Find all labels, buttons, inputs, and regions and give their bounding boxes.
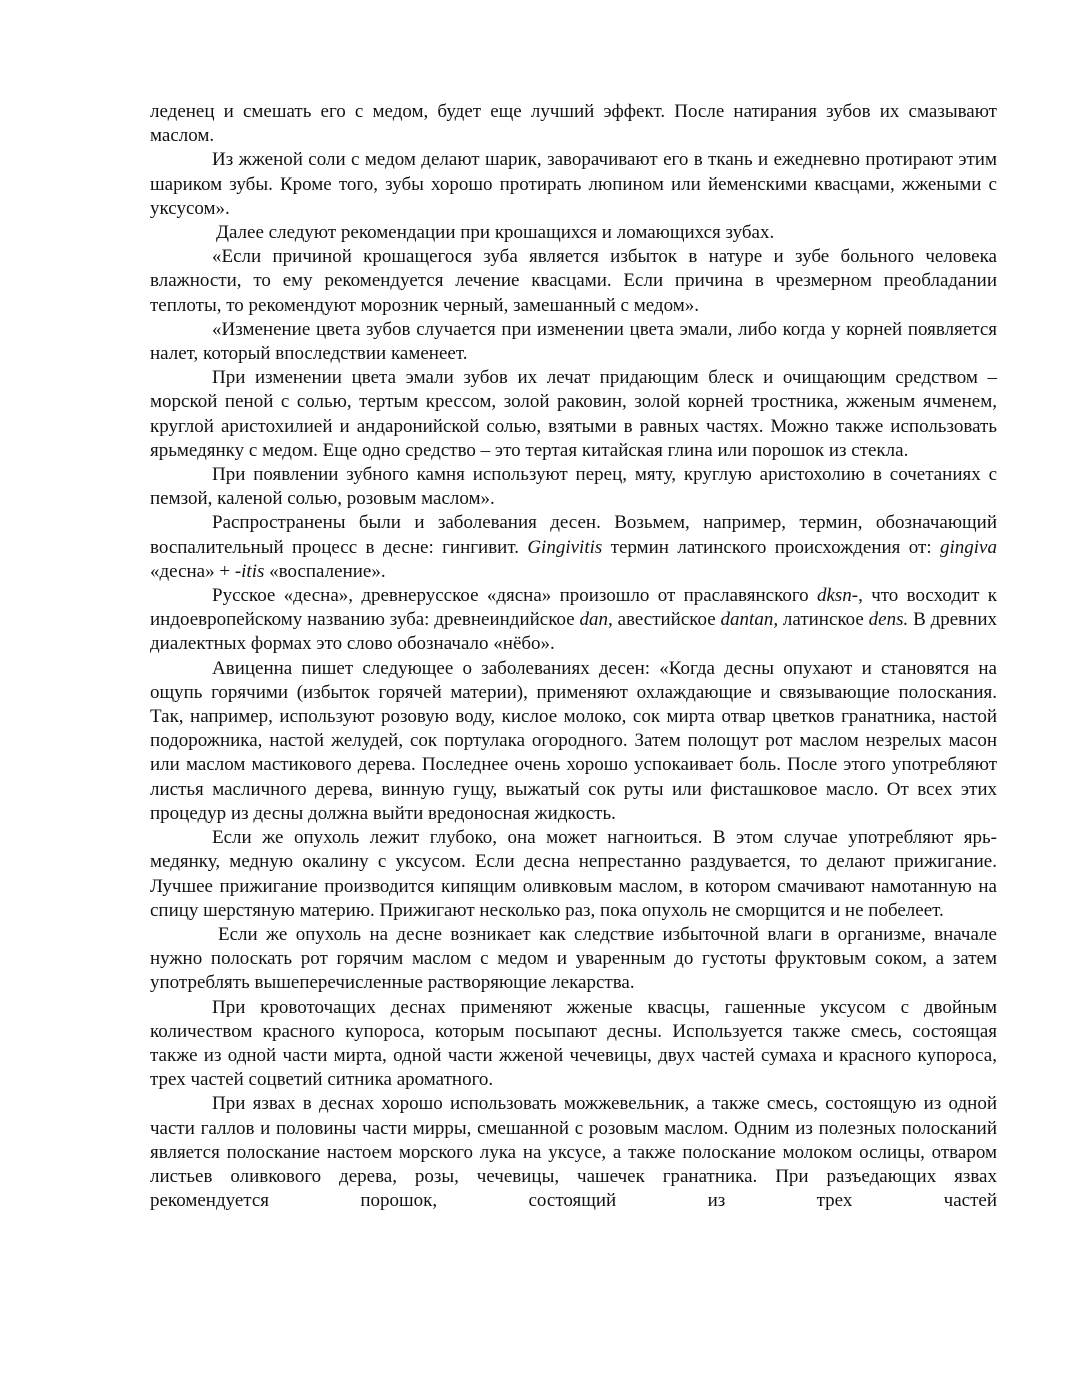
text-span: «десна» + - — [150, 560, 242, 582]
document-page — [150, 100, 997, 1213]
latin-term: gingiva — [940, 536, 997, 558]
paragraph: Авиценна пишет следующее о заболеваниях десен: «Когда десны опухают и становятся на ощупь горячими (избыток горячей материи), применяют охлаждающие и связывающие полоскания. Так, например, используют розовую воду, кислое молоко, сок мирта отвар цветков гранатника, настой подорожника, настой желудей, сок портулака огородного. Затем полощут рот маслом незрелых масон или маслом мастикового дерева. Последнее очень хорошо успокаивает боль. После этого употребляют листья масличного дерева, винную гущу, выжатый сок руты или фисташковое масло. От всех этих процедур из десны должна выйти вредоносная жидкость. — [150, 657, 997, 824]
text-span: Распространены были и заболевания десен. Возьмем, например, термин, обозначающий воспалительный процесс в десне: гингивит. — [150, 512, 997, 558]
paragraph: Из жженой соли с медом делают шарик, заворачивают его в ткань и ежедневно протирают этим шариком зубы. Кроме того, зубы хорошо протирать люпином или йеменскими квасцами, жжеными с уксусом». — [150, 149, 997, 219]
paragraph: «Изменение цвета зубов случается при изменении цвета эмали, либо когда у корней появляется налет, который впоследствии каменеет. — [150, 318, 997, 365]
text-span: Русское «десна», древнерусское «дясна» произошло от праславянского — [212, 585, 817, 607]
latin-term: Gingivitis — [527, 536, 603, 558]
paragraph: Если же опухоль на десне возникает как следствие избыточной влаги в организме, вначале нужно полоскать рот горячим маслом с медом и уваренным до густоты фруктовым соком, а затем употреблять вышеперечисленные растворяющие лекарства. — [150, 923, 997, 994]
paragraph: Если же опухоль лежит глубоко, она может нагноиться. В этом случае употребляют ярь-медянку, медную окалину с уксусом. Если десна непрестанно раздувается, то делают прижигание. Лучшее прижигание производится кипящим оливковым маслом, в котором смачивают намотанную на спицу шерстяную материю. Прижигают несколько раз, пока опухоль не сморщится и не побелеет. — [150, 827, 997, 921]
paragraph: Далее следуют рекомендации при крошащихся и ломающихся зубах. — [216, 222, 775, 244]
paragraph: леденец и смешать его с медом, будет еще лучший эффект. После натирания зубов их смазывают маслом. — [150, 101, 997, 147]
paragraph: «Если причиной крошащегося зуба является избыток в натуре и зубе больного человека влажности, то ему рекомендуется лечение квасцами. Если причина в чрезмерном преобладании теплоты, то рекомендуют морозник черный, замешанный с медом». — [150, 246, 997, 316]
etymology-term: dens. — [868, 609, 909, 631]
paragraph: При язвах в деснах хорошо использовать можжевельник, а также смесь, состоящую из одной части галлов и половины части мирры, смешанной с розовым маслом. Одним из полезных полосканий является полоскание настоем морского лука на уксусе, а также полоскание молоком ослицы, отваром листьев оливкового дерева, розы, чечевицы, чашечек гранатника. При разъедающих язвах рекомендуется порошок, состоящий из трех частей — [150, 1093, 997, 1212]
etymology-term: dksn- — [816, 585, 859, 607]
paragraph: При появлении зубного камня используют перец, мяту, круглую аристохолию в сочетаниях с пемзой, каленой солью, розовым маслом». — [150, 464, 997, 510]
paragraph — [150, 511, 997, 584]
paragraph: При изменении цвета эмали зубов их лечат придающим блеск и очищающим средством – морской пеной с солью, тертым крессом, золой раковин, золой корней тростника, жженым ячменем, круглой аристохилией и андаронийской солью, взятыми в равных частях. Можно также использовать ярьмедянку с медом. Еще одно средство – это тертая китайская глина или порошок из стекла. — [150, 367, 997, 461]
paragraph: При кровоточащих деснах применяют жженые квасцы, гашенные уксусом с двойным количеством красного купороса, которым посыпают десны. Используется также смесь, состоящая также из одной части мирта, одной части жженой чечевицы, двух частей сумаха и красного купороса, трех частей соцветий ситника ароматного. — [150, 996, 997, 1091]
text-span: , что восходит к индоевропейскому названию зуба: древнеиндийское — [150, 585, 997, 631]
paragraph — [150, 584, 997, 657]
text-span: «воспаление». — [264, 560, 386, 582]
text-span: авестийское — [612, 609, 721, 631]
etymology-term: dan, — [579, 609, 613, 631]
text-span: термин латинского происхождения от: — [602, 536, 940, 558]
text-span: латинское — [778, 609, 869, 631]
text-span: В древних диалектных формах это слово обозначало «нёбо». — [150, 609, 997, 655]
latin-term: itis — [241, 560, 265, 582]
etymology-term: dantan, — [720, 609, 779, 631]
